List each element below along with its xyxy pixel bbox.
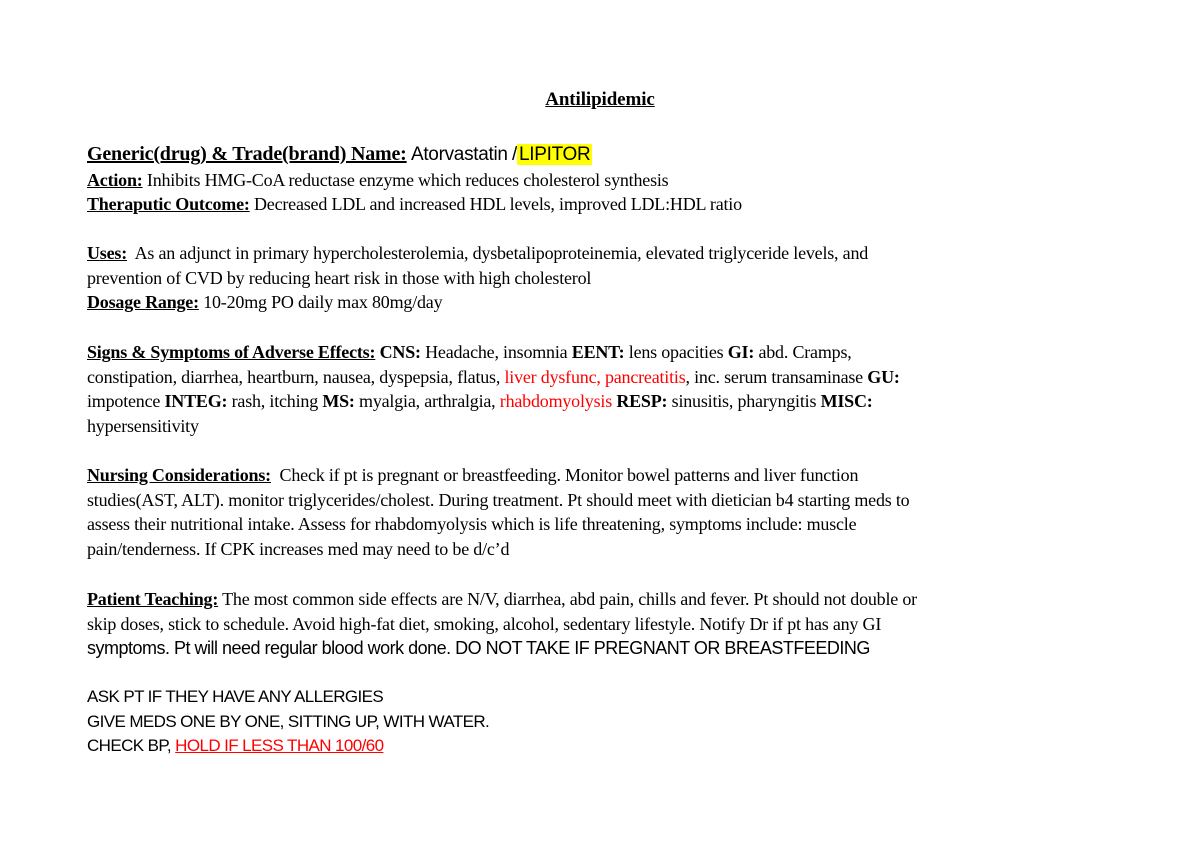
gi-text-after: , inc. serum transaminase — [685, 366, 863, 387]
adverse-label: Signs & Symptoms of Adverse Effects: — [87, 342, 376, 362]
action-text: Inhibits HMG-CoA reductase enzyme which reduces cholesterol synthesis — [146, 169, 669, 190]
teaching-text-1: The most common side effects are N/V, diarrhea, abd pain, chills and fever. Pt should not double or — [222, 589, 917, 609]
drug-name-line — [87, 142, 1117, 168]
dosage-label: Dosage Range: — [87, 292, 199, 313]
eent-text: lens opacities — [628, 342, 724, 362]
outcome-line — [87, 192, 1117, 217]
eent-label: EENT: — [571, 342, 625, 362]
nursing-line-4: pain/tenderness. If CPK increases med may need to be d/c’d — [87, 538, 510, 559]
teaching-line-1 — [87, 587, 1117, 612]
misc-label: MISC: — [820, 391, 873, 412]
nursing-label: Nursing Considerations: — [87, 465, 271, 485]
reminder-check-bp — [87, 734, 1117, 759]
ms-label: MS: — [322, 391, 355, 412]
drug-name-label: Generic(drug) & Trade(brand) Name: — [87, 143, 407, 165]
gi-warning-red: liver dysfunc, pancreatitis — [504, 366, 686, 387]
teaching-section — [87, 587, 1117, 661]
dosage-line — [87, 290, 1117, 315]
teaching-line-2: skip doses, stick to schedule. Avoid high-fat diet, smoking, alcohol, sedentary lifestyle. Notify Dr if pt has any GI — [87, 613, 882, 634]
reminders-section — [87, 685, 1117, 759]
reminder-allergies: ASK PT IF THEY HAVE ANY ALLERGIES — [87, 687, 384, 706]
cns-text: Headache, insomnia — [425, 342, 568, 362]
gu-label: GU: — [867, 366, 900, 387]
adverse-effects-section — [87, 340, 1117, 438]
nursing-line-2: studies(AST, ALT). monitor triglycerides/cholest. During treatment. Pt should meet with dietician b4 starting meds to — [87, 489, 910, 510]
adverse-line-2 — [87, 365, 1117, 390]
gu-text: impotence — [87, 391, 161, 412]
uses-line-1 — [87, 241, 1117, 266]
reminder-give-meds: GIVE MEDS ONE BY ONE, SITTING UP, WITH WATER. — [87, 711, 490, 731]
dosage-text: 10-20mg PO daily max 80mg/day — [203, 292, 443, 313]
uses-line-2: prevention of CVD by reducing heart risk in those with high cholesterol — [87, 267, 592, 288]
cns-label: CNS: — [379, 342, 421, 362]
uses-text-1: As an adjunct in primary hypercholesterolemia, dysbetalipoproteinemia, elevated triglyceride levels, and — [134, 243, 869, 263]
outcome-label: Theraputic Outcome: — [87, 194, 250, 215]
nursing-line-3: assess their nutritional intake. Assess for rhabdomyolysis which is life threatening, symptoms include: muscle — [87, 514, 857, 535]
resp-text: sinusitis, pharyngitis — [671, 391, 817, 412]
uses-label: Uses: — [87, 243, 127, 263]
nursing-line-1 — [87, 463, 1117, 488]
nursing-section — [87, 463, 1117, 561]
gi-text-2: constipation, diarrhea, heartburn, nausea, dyspepsia, flatus, — [87, 366, 501, 387]
teaching-label: Patient Teaching: — [87, 589, 219, 609]
adverse-line-4: hypersensitivity — [87, 415, 199, 436]
hold-bp-warning: HOLD IF LESS THAN 100/60 — [175, 736, 384, 756]
action-line — [87, 168, 1117, 193]
gi-label: GI: — [727, 342, 755, 362]
teaching-line-3: symptoms. Pt will need regular blood work done. DO NOT TAKE IF PREGNANT OR BREASTFEEDING — [87, 638, 870, 659]
nursing-text-1: Check if pt is pregnant or breastfeeding. Monitor bowel patterns and liver function — [279, 465, 859, 485]
integ-label: INTEG: — [164, 391, 228, 412]
adverse-line-1 — [87, 340, 1117, 365]
action-label: Action: — [87, 169, 143, 190]
drug-summary-section — [87, 142, 1117, 217]
adverse-line-3 — [87, 389, 1117, 414]
brand-name-highlighted: LIPITOR — [518, 144, 591, 165]
ms-warning-red: rhabdomyolysis — [499, 391, 612, 412]
check-bp-prefix: CHECK BP, — [87, 736, 172, 756]
page-title: Antilipidemic — [545, 89, 655, 110]
resp-label: RESP: — [616, 391, 668, 412]
uses-section — [87, 241, 1117, 315]
outcome-text: Decreased LDL and increased HDL levels, improved LDL:HDL ratio — [254, 194, 742, 215]
ms-text: myalgia, arthralgia, — [359, 391, 496, 412]
generic-name: Atorvastatin — [410, 144, 508, 165]
name-separator: / — [512, 144, 517, 165]
gi-text-1: abd. Cramps, — [758, 342, 852, 362]
integ-text: rash, itching — [231, 391, 318, 412]
